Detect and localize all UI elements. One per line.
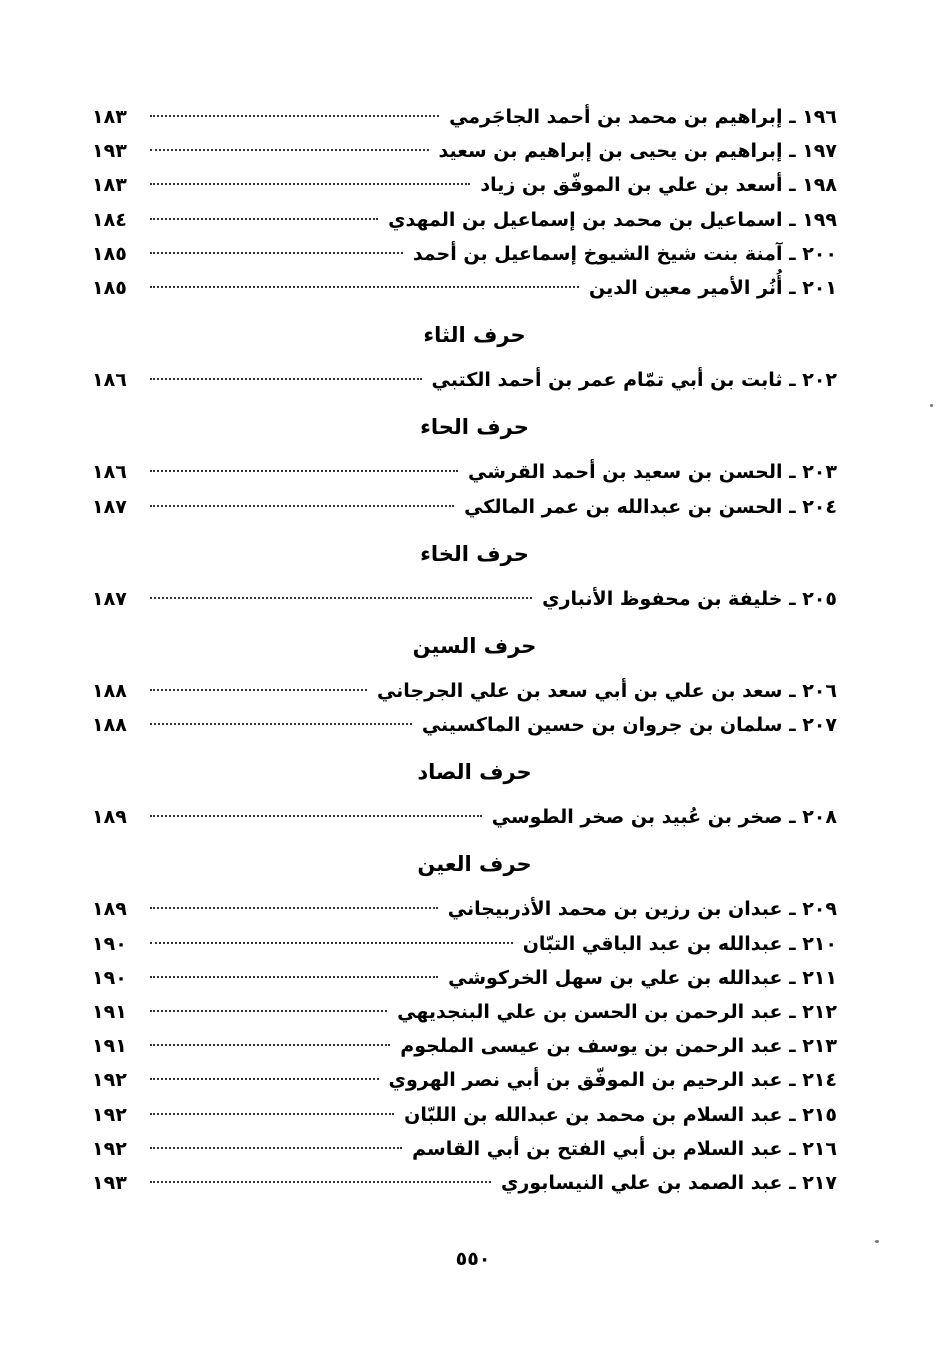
entry-name: ١٩٩ ـ اسماعيل بن محمد بن إسماعيل بن المهدي (388, 208, 837, 231)
entry-name: ٢٠٦ ـ سعد بن علي بن أبي سعد بن علي الجرجاني (376, 679, 837, 702)
entry-page: ١٨٥ (92, 242, 127, 265)
entry-page: ١٩٣ (92, 1171, 127, 1194)
entry-page: ١٨٣ (92, 174, 127, 197)
entry-page: ١٩٢ (92, 1103, 127, 1126)
entry-name: ٢٠٠ ـ آمنة بنت شيخ الشيوخ إسماعيل بن أحمد (412, 242, 837, 265)
dot-leader (150, 252, 403, 254)
entry-name: ٢١١ ـ عبدالله بن علي بن سهل الخركوشي (448, 966, 837, 989)
entry-page: ١٨٤ (92, 208, 127, 231)
dot-leader (150, 378, 422, 380)
entry-page: ١٨٩ (92, 898, 127, 921)
entry-name: ٢١٣ ـ عبد الرحمن بن يوسف بن عيسى الملجوم (400, 1035, 837, 1058)
entry-name: ٢١٠ ـ عبدالله بن عبد الباقي التبّان (522, 932, 837, 955)
entry-name: ٢١٤ ـ عبد الرحيم بن الموفّق بن أبي نصر الهروي (388, 1069, 837, 1092)
toc-entry (92, 892, 837, 926)
entry-name: ١٩٦ ـ إبراهيم بن محمد بن أحمد الجاجَرمي (449, 106, 837, 128)
entry-page: ١٩١ (92, 1001, 127, 1023)
entry-page: ١٨٩ (92, 806, 127, 829)
entry-page: ١٩١ (92, 1035, 127, 1058)
entry-name: ٢٠٢ ـ ثابت بن أبي تمّام عمر بن أحمد الكتبي (431, 369, 837, 392)
toc-entry (92, 100, 837, 134)
toc-entry (92, 134, 837, 168)
dot-leader (150, 505, 454, 507)
entry-page: ١٩٠ (92, 932, 127, 955)
entry-name: ٢٠٨ ـ صخر بن عُبيد بن صخر الطوسي (491, 806, 837, 829)
page-number: ٥٥٠ (455, 1248, 491, 1270)
entry-page: ١٨٨ (92, 679, 127, 702)
dot-leader (150, 149, 429, 151)
toc-entry (92, 168, 837, 202)
dot-leader (150, 1044, 390, 1046)
toc-entry (92, 708, 837, 742)
section-heading: حرف العين (417, 852, 532, 877)
toc-entry (92, 455, 837, 489)
entry-name: ٢٠١ ـ أُنُر الأمير معين الدين (588, 276, 837, 299)
entry-page: ١٨٧ (92, 587, 127, 610)
entry-name: ٢١٥ ـ عبد السلام بن محمد بن عبدالله بن اللبّان (404, 1103, 837, 1126)
toc-entry (92, 203, 837, 237)
entry-page: ١٩٢ (92, 1137, 127, 1160)
dot-leader (150, 1010, 387, 1012)
toc-entry (92, 1098, 837, 1132)
dot-leader (150, 907, 438, 909)
entry-group-a (92, 100, 837, 305)
toc-entry (92, 271, 837, 305)
scan-speck (875, 1240, 879, 1243)
toc-entry (92, 674, 837, 708)
dot-leader (150, 942, 513, 944)
toc-entry (92, 582, 837, 616)
section-heading: حرف الثاء (423, 323, 526, 348)
entry-page: ١٩٠ (92, 966, 127, 989)
dot-leader (150, 1181, 491, 1183)
entry-page: ١٩٣ (92, 140, 127, 163)
dot-leader (150, 470, 458, 472)
dot-leader (150, 723, 412, 725)
entry-name: ١٩٨ ـ أسعد بن علي بن الموفّق بن زياد (480, 174, 837, 197)
dot-leader (150, 597, 532, 599)
dot-leader (150, 115, 439, 117)
entry-page: ١٨٥ (92, 276, 127, 299)
dot-leader (150, 183, 470, 185)
toc-entry (92, 363, 837, 397)
section-heading: حرف الصاد (417, 760, 532, 785)
toc-entry (92, 1029, 837, 1063)
section-heading: حرف السين (412, 633, 537, 658)
toc-entry (92, 995, 837, 1029)
entry-page: ١٨٨ (92, 714, 127, 737)
entry-page: ١٨٧ (92, 495, 127, 518)
dot-leader (150, 1147, 402, 1149)
toc-entry (92, 1166, 837, 1200)
entry-name: ٢٠٩ ـ عبدان بن رزين بن محمد الأذربيجاني (447, 898, 837, 921)
dot-leader (150, 976, 438, 978)
dot-leader (150, 1113, 394, 1115)
dot-leader (150, 218, 378, 220)
scan-speck (930, 404, 933, 407)
entry-page: ١٩٢ (92, 1069, 127, 1092)
dot-leader (150, 1078, 379, 1080)
section-heading: حرف الحاء (420, 415, 529, 440)
entry-page: ١٨٦ (92, 369, 127, 392)
dot-leader (150, 286, 579, 288)
section-heading: حرف الخاء (420, 541, 529, 566)
entry-name: ٢١٧ ـ عبد الصمد بن علي النيسابوري (501, 1171, 837, 1194)
dot-leader (150, 815, 482, 817)
entry-name: ٢١٢ ـ عبد الرحمن بن الحسن بن علي البنجديهي (397, 1001, 837, 1023)
toc-entry (92, 237, 837, 271)
entry-name: ٢٠٤ ـ الحسن بن عبدالله بن عمر المالكي (464, 495, 837, 518)
entry-name: ٢٠٥ ـ خليفة بن محفوظ الأنباري (542, 587, 837, 610)
entry-page: ١٨٦ (92, 461, 127, 484)
toc-list (92, 100, 837, 1200)
dot-leader (150, 689, 367, 691)
entry-name: ١٩٧ ـ إبراهيم بن يحيى بن إبراهيم بن سعيد (438, 140, 837, 163)
entry-page: ١٨٣ (92, 106, 127, 128)
entry-name: ٢١٦ ـ عبد السلام بن أبي الفتح بن أبي القاسم (412, 1137, 837, 1160)
entry-name: ٢٠٣ ـ الحسن بن سعيد بن أحمد القرشي (468, 461, 837, 484)
toc-entry (92, 1132, 837, 1166)
toc-entry (92, 490, 837, 524)
toc-entry (92, 1063, 837, 1097)
toc-entry (92, 800, 837, 834)
toc-entry (92, 961, 837, 995)
entry-name: ٢٠٧ ـ سلمان بن جروان بن حسين الماكسيني (421, 714, 837, 737)
toc-entry (92, 927, 837, 961)
